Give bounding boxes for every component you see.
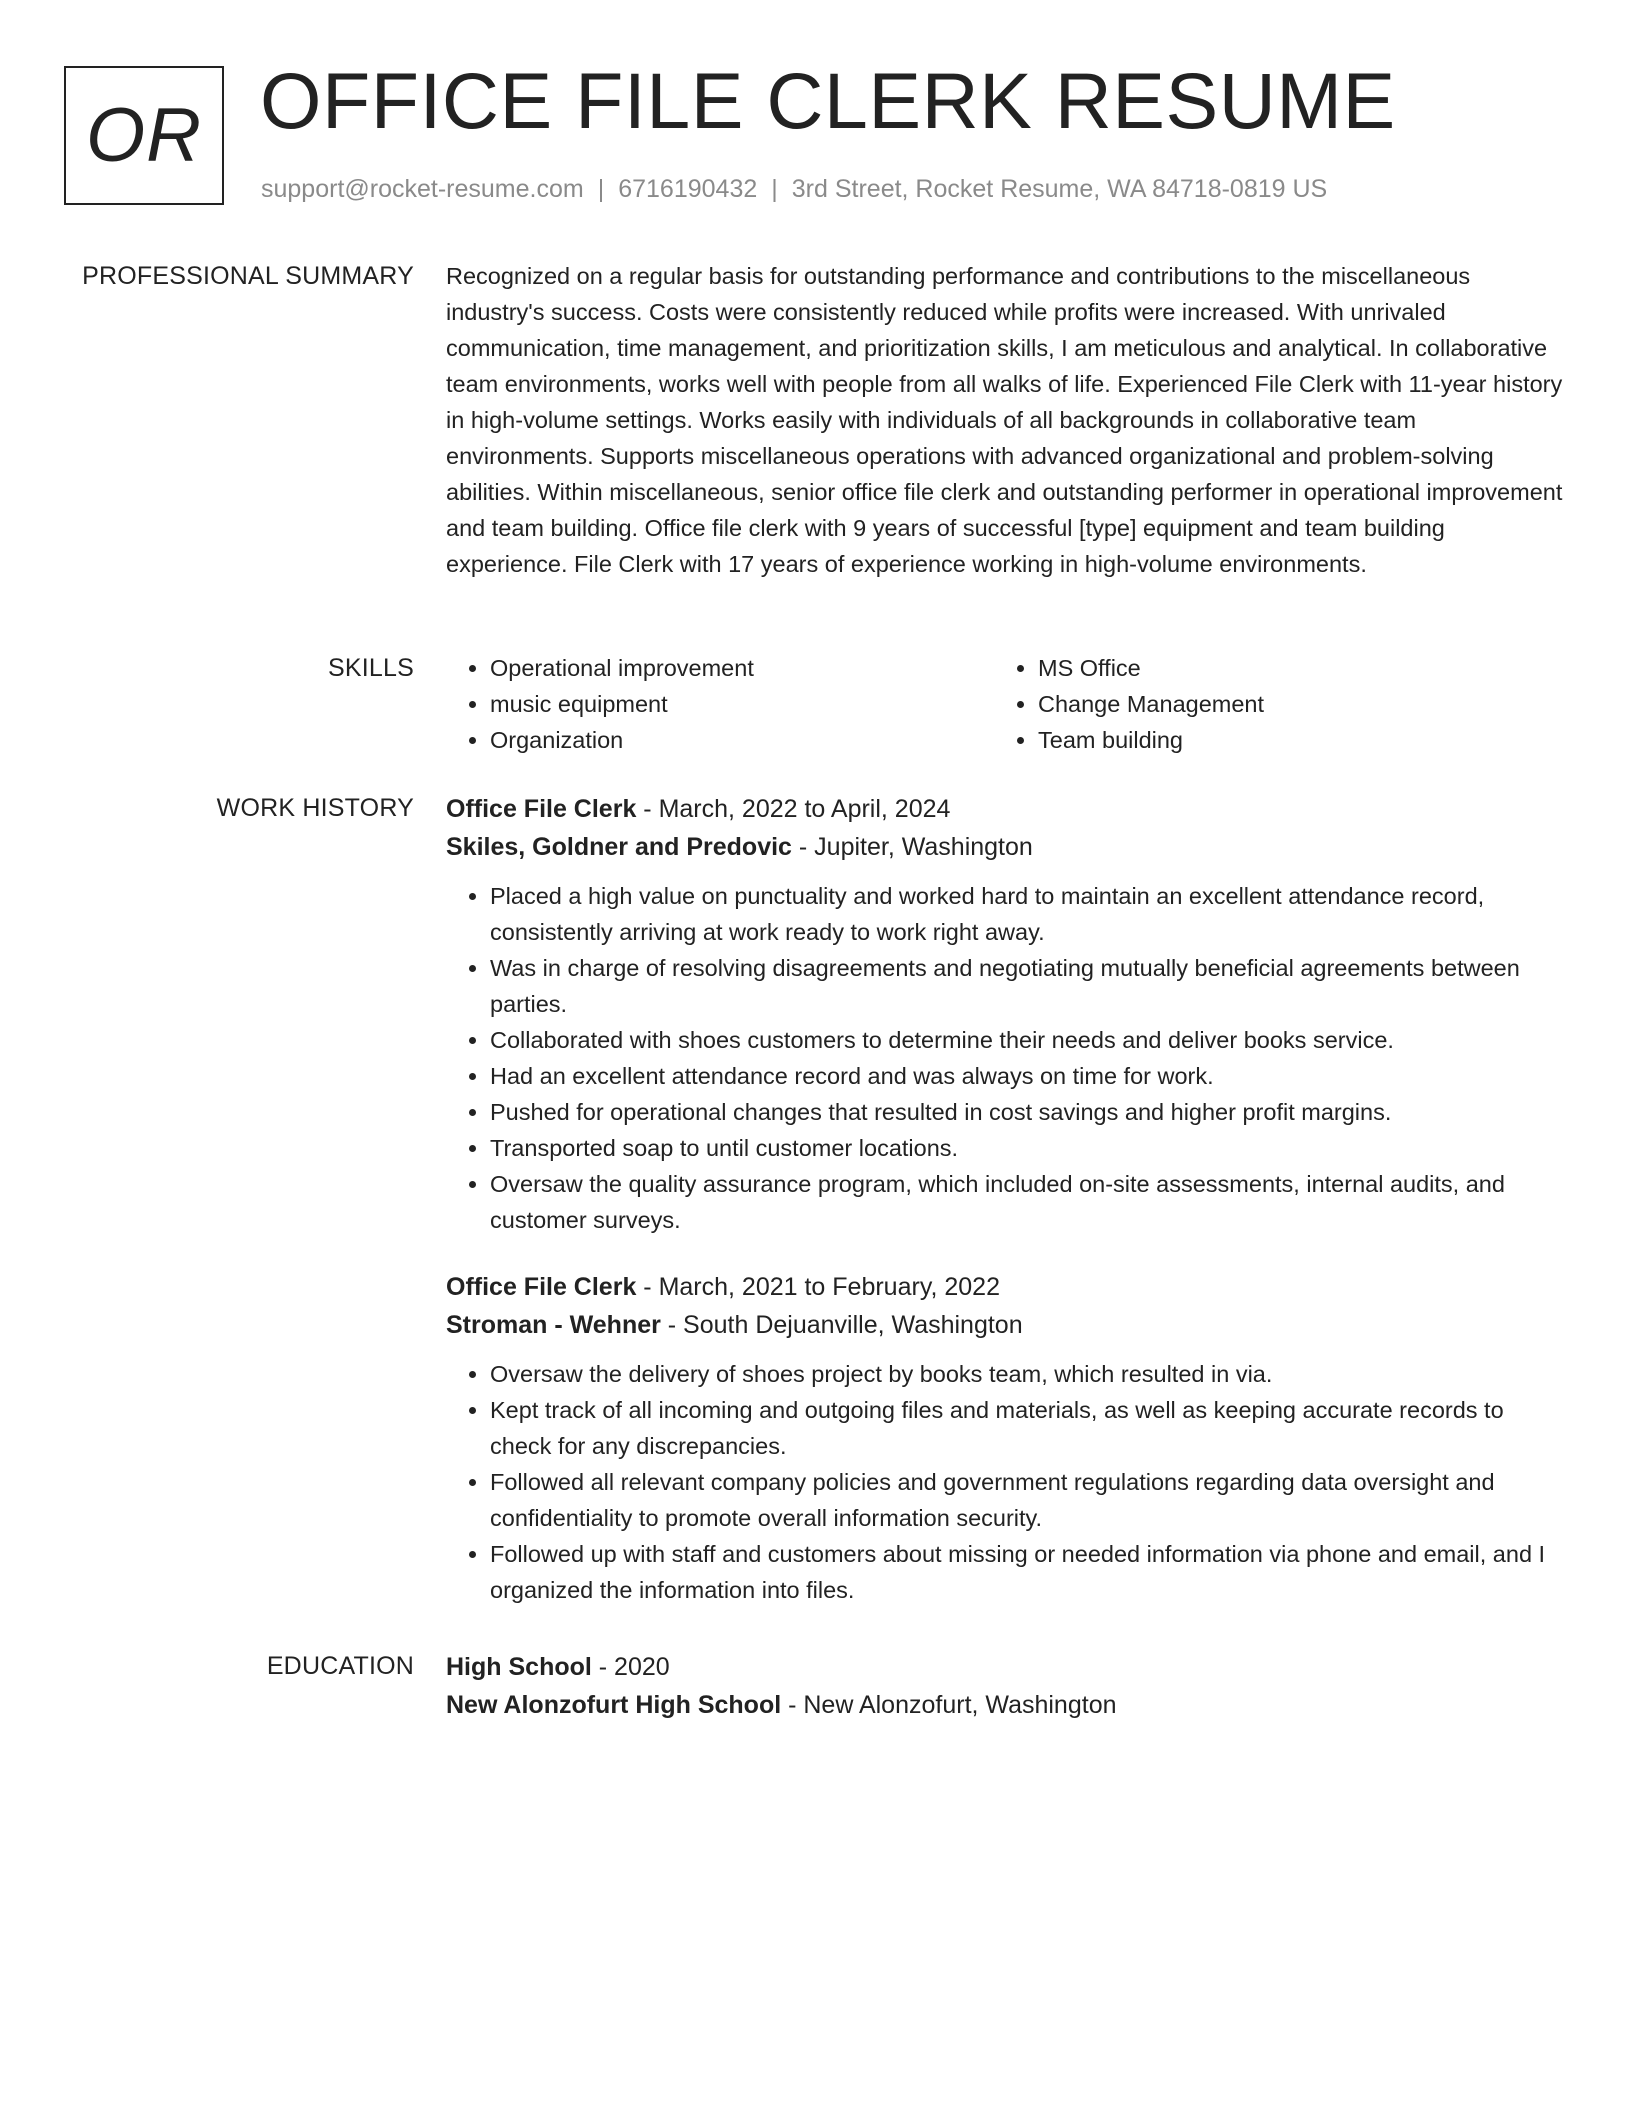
skill-item: • Team building [1038, 722, 1542, 758]
job-bullet: • Kept track of all incoming and outgoing files and materials, as well as keeping accurate records to check for any discrepancies. [490, 1392, 1566, 1464]
skills-grid [446, 650, 1566, 758]
education-degree-line [446, 1648, 1566, 1686]
contact-phone: 6716190432 [618, 175, 758, 203]
skill-item: • Change Management [1038, 686, 1542, 722]
skills-heading: SKILLS [328, 654, 414, 682]
work-history-body [446, 790, 1566, 1630]
job-bullets [446, 878, 1566, 1238]
education-heading: EDUCATION [266, 1652, 414, 1680]
skill-item: • Operational improvement [490, 650, 994, 686]
job-dates: - March, 2021 to February, 2022 [636, 1273, 1000, 1301]
contact-email: support@rocket-resume.com [261, 175, 584, 203]
education-school: New Alonzofurt High School [446, 1691, 782, 1719]
job-company: Stroman - Wehner [446, 1311, 661, 1339]
contact-line [261, 174, 1327, 204]
education-degree: High School [446, 1653, 592, 1681]
contact-separator: | [771, 175, 778, 203]
job-title: Office File Clerk [446, 1273, 637, 1301]
job-bullet: • Followed all relevant company policies and government regulations regarding data oversight and confidentiality to promote overall information security. [490, 1464, 1566, 1536]
job-entry [446, 790, 1566, 1238]
job-bullet: • Placed a high value on punctuality and worked hard to maintain an excellent attendance record, consistently arriving at work ready to work right away. [490, 878, 1566, 950]
education-location: - New Alonzofurt, Washington [781, 1691, 1117, 1719]
job-company-line [446, 1306, 1566, 1344]
summary-text: Recognized on a regular basis for outstanding performance and contributions to the miscellaneous industry's success. Costs were consistently reduced while profits were increased. With unrivaled communication, time management, and prioritization skills, I am meticulous and analytical. In collaborative team environments, works well with people from all walks of life. Experienced File Clerk with 11-year history in high-volume settings. Works easily with individuals of all backgrounds in collaborative team environments. Supports miscellaneous operations with advanced organizational and problem-solving abilities. Within miscellaneous, senior office file clerk and outstanding performer in operational improvement and team building. Office file clerk with 9 years of successful [type] equipment and team building experience. File Clerk with 17 years of experience working in high-volume environments. [446, 263, 1563, 577]
skills-list-right [994, 650, 1542, 758]
job-dates: - March, 2022 to April, 2024 [636, 795, 951, 823]
job-entry [446, 1268, 1566, 1608]
job-location: - South Dejuanville, Washington [660, 1311, 1023, 1339]
contact-address: 3rd Street, Rocket Resume, WA 84718-0819 US [791, 175, 1328, 203]
job-title-line [446, 1268, 1566, 1306]
job-bullets [446, 1356, 1566, 1608]
skill-item: • MS Office [1038, 650, 1542, 686]
work-history-heading: WORK HISTORY [216, 794, 414, 822]
summary-body [446, 258, 1566, 582]
job-bullet: • Oversaw the quality assurance program, which included on-site assessments, internal audits, and customer surveys. [490, 1166, 1566, 1238]
skill-item: • music equipment [490, 686, 994, 722]
job-bullet: • Collaborated with shoes customers to determine their needs and deliver books service. [490, 1022, 1566, 1058]
job-company: Skiles, Goldner and Predovic [446, 833, 792, 861]
skill-item: • Organization [490, 722, 994, 758]
job-bullet: • Had an excellent attendance record and was always on time for work. [490, 1058, 1566, 1094]
monogram-box [64, 66, 224, 205]
job-bullet: • Oversaw the delivery of shoes project by books team, which resulted in via. [490, 1356, 1566, 1392]
job-bullet: • Was in charge of resolving disagreements and negotiating mutually beneficial agreements between parties. [490, 950, 1566, 1022]
job-bullet: • Pushed for operational changes that resulted in cost savings and higher profit margins. [490, 1094, 1566, 1130]
summary-heading: PROFESSIONAL SUMMARY [82, 262, 414, 290]
job-company-line [446, 828, 1566, 866]
education-school-line [446, 1686, 1566, 1724]
education-body [446, 1648, 1566, 1724]
job-bullet: • Transported soap to until customer locations. [490, 1130, 1566, 1166]
skills-list-left [446, 650, 994, 758]
job-location: - Jupiter, Washington [791, 833, 1033, 861]
monogram-text: OR [86, 93, 202, 178]
resume-title: OFFICE FILE CLERK RESUME [260, 56, 1396, 145]
skills-body [446, 650, 1566, 758]
contact-separator: | [597, 175, 605, 203]
job-bullet: • Followed up with staff and customers about missing or needed information via phone and email, and I organized the information into files. [490, 1536, 1566, 1608]
education-year: - 2020 [591, 1653, 670, 1681]
job-title: Office File Clerk [446, 795, 637, 823]
job-title-line [446, 790, 1566, 828]
